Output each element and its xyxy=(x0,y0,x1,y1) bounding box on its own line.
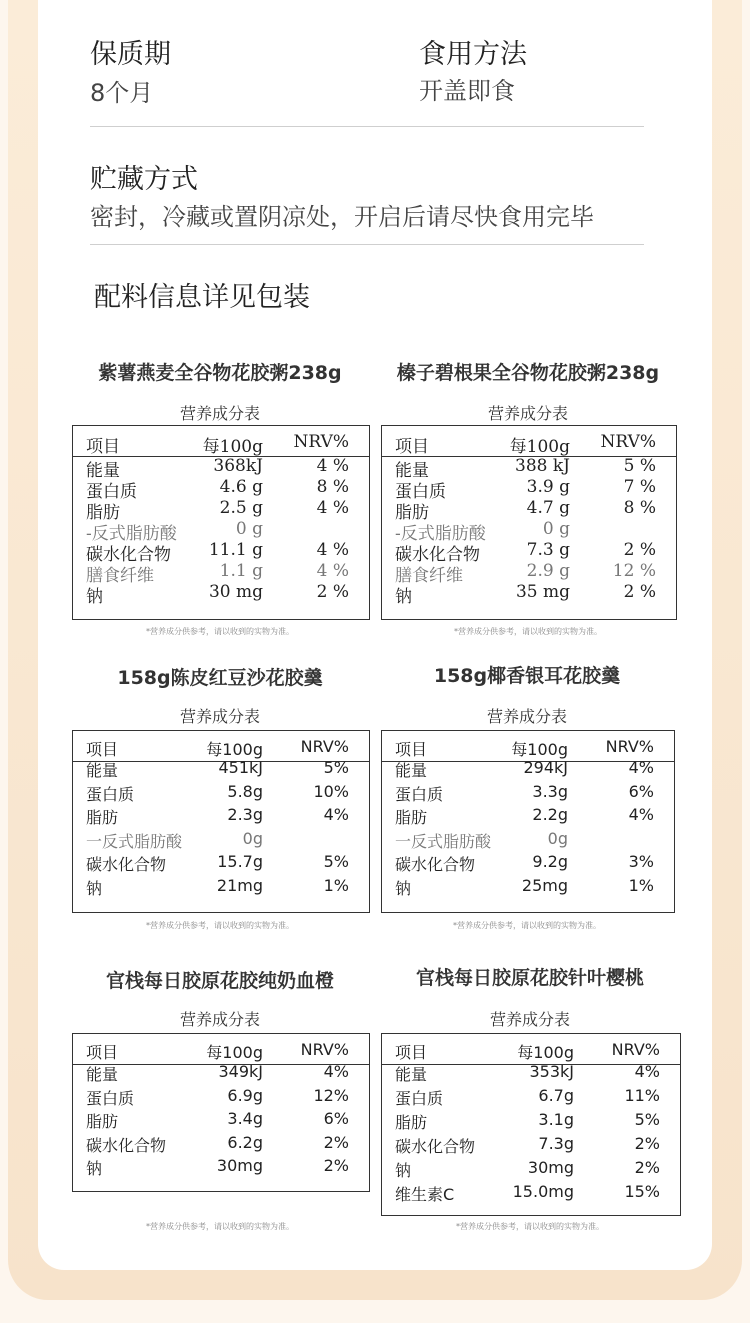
nutrient-name: 膳食纤维 xyxy=(86,566,154,586)
header-cell: NRV% xyxy=(300,1040,349,1059)
nutrient-value: 9.2g xyxy=(532,852,568,871)
nutrition-table xyxy=(72,730,370,913)
nutrient-value: 25mg xyxy=(521,875,568,895)
ingredients-note: 配料信息详见包装 xyxy=(94,282,310,313)
nutrient-value: 35 mg xyxy=(515,582,570,602)
nutrient-nrv: 8 % xyxy=(623,498,656,518)
nutrition-caption: 营养成分表 xyxy=(489,1010,570,1029)
nutrient-value: 368kJ xyxy=(213,456,263,476)
product-title: 榛子碧根果全谷物花胶粥238g xyxy=(396,362,660,384)
nutrient-nrv: 4% xyxy=(628,805,654,824)
nutrient-nrv: 4% xyxy=(323,805,349,824)
nutrient-value: 1.1 g xyxy=(219,561,263,581)
header-cell: 项目 xyxy=(86,437,120,457)
nutrient-value: 451kJ xyxy=(218,758,263,777)
disclaimer-note: *营养成分供参考，请以收到的实物为准。 xyxy=(146,627,294,636)
nutrient-name: 碳水化合物 xyxy=(86,1135,167,1155)
nutrient-nrv: 2% xyxy=(323,1132,349,1152)
nutrient-name: 碳水化合物 xyxy=(395,1137,476,1156)
nutrient-value: 3.3g xyxy=(532,781,568,801)
nutrient-value: 30mg xyxy=(216,1156,263,1175)
product-title: 158g椰香银耳花胶羹 xyxy=(433,665,621,687)
nutrient-name: 膳食纤维 xyxy=(395,566,463,586)
nutrient-name: 维生素C xyxy=(395,1185,455,1204)
nutrient-nrv: 5 % xyxy=(623,456,656,476)
header-cell: 每100g xyxy=(206,1043,263,1062)
nutrient-name: 一反式脂肪酸 xyxy=(395,831,492,851)
nutrient-name: 一反式脂肪酸 xyxy=(86,831,183,851)
header-cell: 项目 xyxy=(86,1043,119,1062)
disclaimer-note: *营养成分供参考，请以收到的实物为准。 xyxy=(453,921,601,930)
nutrient-value: 6.2g xyxy=(227,1132,263,1152)
nutrient-name: 蛋白质 xyxy=(395,1089,444,1108)
table-header xyxy=(382,426,676,457)
nutrient-nrv: 2% xyxy=(323,1156,349,1175)
nutrient-value: 3.9 g xyxy=(526,477,570,497)
storage-title: 贮藏方式 xyxy=(90,164,198,195)
header-cell: 每100g xyxy=(206,740,263,759)
nutrient-value: 6.7g xyxy=(538,1086,574,1105)
nutrient-value: 7.3g xyxy=(538,1134,574,1153)
product-title: 158g陈皮红豆沙花胶羹 xyxy=(117,667,323,689)
nutrient-name: 脂肪 xyxy=(86,1112,119,1131)
usage-title: 食用方法 xyxy=(419,39,527,70)
disclaimer-note: *营养成分供参考，请以收到的实物为准。 xyxy=(146,921,294,930)
nutrient-value: 2.5 g xyxy=(219,498,263,518)
header-cell: 项目 xyxy=(395,437,429,457)
nutrient-name: 碳水化合物 xyxy=(395,545,480,565)
nutrient-nrv: 5% xyxy=(634,1110,660,1129)
product-title: 官栈每日胶原花胶纯奶血橙 xyxy=(105,970,334,992)
nutrition-caption: 营养成分表 xyxy=(487,404,568,423)
nutrient-nrv: 3% xyxy=(628,852,654,871)
nutrient-name: 蛋白质 xyxy=(86,1088,135,1108)
nutrient-value: 21mg xyxy=(216,875,263,895)
nutrient-nrv: 6% xyxy=(323,1109,349,1128)
nutrient-nrv: 5% xyxy=(323,758,349,777)
nutrient-nrv: 10% xyxy=(313,781,349,801)
nutrient-name: 脂肪 xyxy=(86,503,120,523)
nutrient-name: 能量 xyxy=(86,761,119,780)
table-header xyxy=(382,1034,680,1065)
nutrient-value: 2.9 g xyxy=(526,561,570,581)
disclaimer-note: *营养成分供参考，请以收到的实物为准。 xyxy=(454,627,602,636)
shelf-life-value: 8个月 xyxy=(90,79,154,107)
nutrient-name: 蛋白质 xyxy=(395,784,444,804)
nutrition-table xyxy=(72,425,370,620)
nutrition-table xyxy=(72,1033,370,1192)
nutrient-name: -反式脂肪酸 xyxy=(395,524,486,544)
nutrient-value: 0g xyxy=(242,828,263,848)
header-cell: 项目 xyxy=(395,740,428,759)
nutrient-value: 4.6 g xyxy=(219,477,263,497)
nutrient-name: 脂肪 xyxy=(395,1113,428,1132)
header-cell: 每100g xyxy=(202,437,263,457)
nutrient-name: 脂肪 xyxy=(395,503,429,523)
divider xyxy=(90,126,644,127)
header-cell: 每100g xyxy=(511,740,568,759)
divider xyxy=(90,244,644,245)
nutrient-value: 5.8g xyxy=(227,781,263,801)
nutrient-nrv: 12% xyxy=(313,1085,349,1105)
nutrient-value: 11.1 g xyxy=(208,540,263,560)
nutrient-name: 碳水化合物 xyxy=(395,855,476,874)
table-header xyxy=(73,426,369,457)
nutrient-value: 15.0mg xyxy=(512,1182,574,1201)
nutrition-caption: 营养成分表 xyxy=(486,707,567,726)
nutrient-nrv: 4 % xyxy=(316,498,349,518)
nutrient-nrv: 6% xyxy=(628,781,654,801)
nutrient-nrv: 1% xyxy=(323,875,349,895)
nutrient-nrv: 8 % xyxy=(316,477,349,497)
nutrient-value: 6.9g xyxy=(227,1085,263,1105)
nutrient-nrv: 15% xyxy=(624,1182,660,1201)
nutrient-name: 能量 xyxy=(86,1065,119,1084)
nutrient-value: 2.3g xyxy=(227,805,263,824)
shelf-life-title: 保质期 xyxy=(90,39,171,70)
storage-value: 密封，冷藏或置阴凉处，开启后请尽快食用完毕 xyxy=(90,203,594,231)
nutrition-caption: 营养成分表 xyxy=(179,707,260,726)
nutrient-nrv: 4 % xyxy=(316,456,349,476)
usage-value: 开盖即食 xyxy=(419,77,515,105)
nutrient-nrv: 4% xyxy=(323,1062,349,1081)
header-cell: NRV% xyxy=(300,737,349,756)
nutrient-nrv: 2 % xyxy=(623,540,656,560)
nutrient-nrv: 2% xyxy=(634,1134,660,1153)
nutrient-name: 脂肪 xyxy=(395,808,428,827)
disclaimer-note: *营养成分供参考，请以收到的实物为准。 xyxy=(146,1222,294,1231)
nutrition-table xyxy=(381,730,675,913)
nutrient-value: 294kJ xyxy=(523,758,568,777)
nutrient-name: 蛋白质 xyxy=(395,482,446,502)
nutrient-value: 4.7 g xyxy=(526,498,570,518)
nutrient-name: 蛋白质 xyxy=(86,784,135,804)
header-cell: NRV% xyxy=(600,432,656,452)
nutrient-value: 3.1g xyxy=(538,1110,574,1129)
nutrient-name: 钠 xyxy=(395,878,412,898)
nutrient-nrv: 4 % xyxy=(316,561,349,581)
product-title: 紫薯燕麦全谷物花胶粥238g xyxy=(98,362,342,384)
nutrient-name: 蛋白质 xyxy=(86,482,137,502)
nutrient-name: 脂肪 xyxy=(86,808,119,827)
nutrient-value: 7.3 g xyxy=(526,540,570,560)
nutrient-nrv: 4% xyxy=(634,1062,660,1081)
nutrient-nrv: 5% xyxy=(323,852,349,871)
nutrient-name: 钠 xyxy=(395,587,412,607)
nutrient-value: 3.4g xyxy=(227,1109,263,1128)
nutrient-name: 钠 xyxy=(86,1159,103,1178)
nutrient-nrv: 12 % xyxy=(612,561,656,581)
nutrient-name: -反式脂肪酸 xyxy=(86,524,177,544)
nutrient-value: 30 mg xyxy=(208,582,263,602)
nutrient-value: 2.2g xyxy=(532,805,568,824)
nutrient-name: 碳水化合物 xyxy=(86,855,167,874)
header-cell: 项目 xyxy=(86,740,119,759)
nutrition-table xyxy=(381,1033,681,1216)
nutrient-value: 349kJ xyxy=(218,1062,263,1081)
nutrient-name: 能量 xyxy=(395,1065,428,1084)
nutrient-nrv: 11% xyxy=(624,1086,660,1105)
nutrient-nrv: 4 % xyxy=(316,540,349,560)
nutrient-nrv: 2% xyxy=(634,1158,660,1177)
header-cell: 每100g xyxy=(517,1043,574,1062)
nutrient-name: 能量 xyxy=(395,461,429,481)
product-title: 官栈每日胶原花胶针叶樱桃 xyxy=(415,967,644,989)
nutrition-caption: 营养成分表 xyxy=(179,404,260,423)
nutrition-table xyxy=(381,425,677,620)
nutrient-value: 0 g xyxy=(542,519,570,539)
nutrient-value: 353kJ xyxy=(529,1062,574,1081)
nutrient-name: 钠 xyxy=(86,878,103,898)
nutrient-nrv: 2 % xyxy=(623,582,656,602)
nutrient-name: 钠 xyxy=(86,587,103,607)
nutrient-name: 能量 xyxy=(86,461,120,481)
header-cell: NRV% xyxy=(293,432,349,452)
nutrient-value: 0g xyxy=(547,828,568,848)
nutrient-name: 钠 xyxy=(395,1161,412,1180)
nutrient-value: 15.7g xyxy=(217,852,263,871)
nutrient-name: 能量 xyxy=(395,761,428,780)
nutrient-value: 30mg xyxy=(527,1158,574,1177)
nutrient-value: 0 g xyxy=(235,519,263,539)
header-cell: 项目 xyxy=(395,1043,428,1062)
nutrient-nrv: 7 % xyxy=(623,477,656,497)
nutrient-value: 388 kJ xyxy=(515,456,570,476)
disclaimer-note: *营养成分供参考，请以收到的实物为准。 xyxy=(456,1222,604,1231)
nutrition-caption: 营养成分表 xyxy=(179,1010,260,1029)
header-cell: 每100g xyxy=(509,437,570,457)
nutrient-nrv: 4% xyxy=(628,758,654,777)
table-header xyxy=(73,1034,369,1065)
header-cell: NRV% xyxy=(605,737,654,756)
nutrient-name: 碳水化合物 xyxy=(86,545,171,565)
header-cell: NRV% xyxy=(611,1040,660,1059)
nutrient-nrv: 2 % xyxy=(316,582,349,602)
nutrient-nrv: 1% xyxy=(628,875,654,895)
